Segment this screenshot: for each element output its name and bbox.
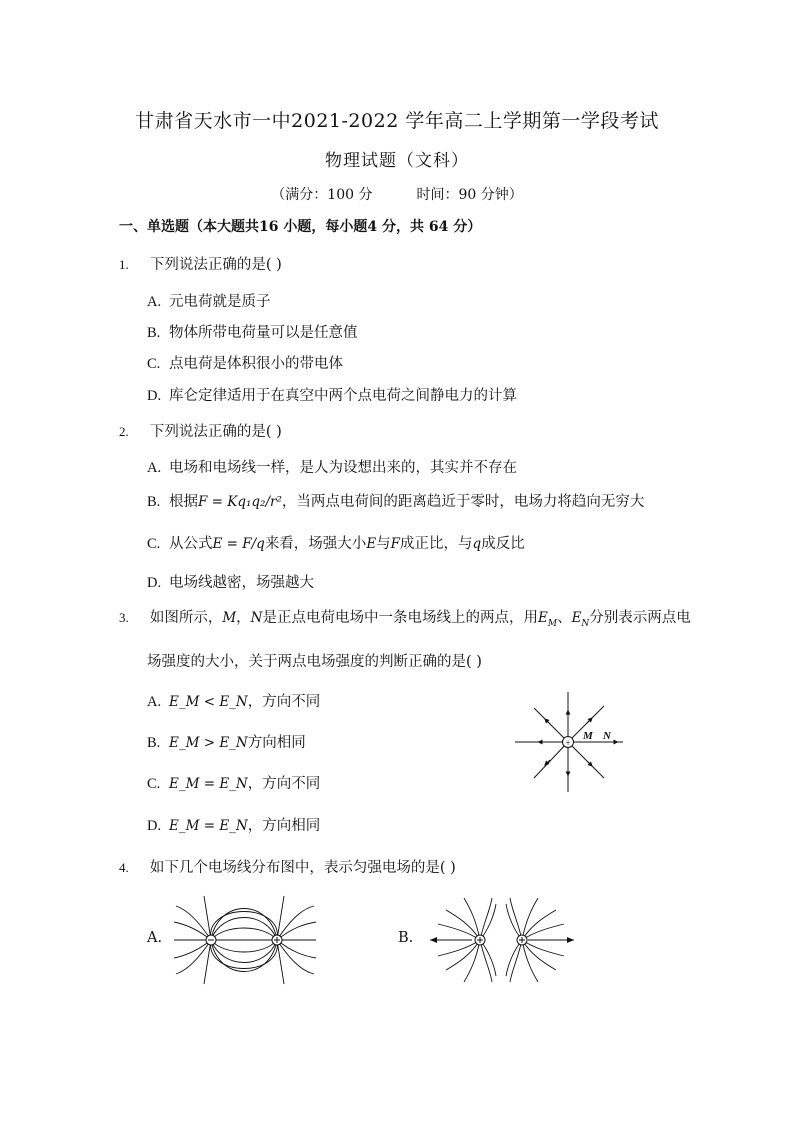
option-b-label: B. xyxy=(398,930,414,946)
option-text: 成反比 xyxy=(481,536,525,552)
option-text: 库仑定律适用于在真空中两个点电荷之间静电力的计算 xyxy=(169,388,517,404)
exam-title: 甘肃省天水市一中2021-2022 学年高二上学期第一学段考试 xyxy=(135,110,659,132)
question-text: 分别表示两点电 xyxy=(589,610,691,626)
point-charge-field-figure xyxy=(510,688,628,796)
option-letter: B. xyxy=(147,494,161,510)
question-1 xyxy=(119,253,282,274)
question-number: 1. xyxy=(119,257,129,272)
option-letter: B. xyxy=(147,735,161,751)
option-letter: A. xyxy=(147,460,162,476)
question-text: 如图所示， xyxy=(149,610,223,626)
answer-blank: ( ) xyxy=(265,424,282,440)
right-arrowhead xyxy=(567,937,574,943)
question-4 xyxy=(119,856,456,877)
option-text: 元电荷就是质子 xyxy=(169,294,271,310)
option-d xyxy=(147,571,314,592)
field-en: E xyxy=(571,610,582,626)
option-pre: 根据 xyxy=(169,494,198,510)
option-formula: E_M > E_N xyxy=(169,735,248,751)
variable-q: q xyxy=(472,536,482,552)
option-d xyxy=(147,384,517,405)
question-2 xyxy=(119,420,282,441)
field-arrows xyxy=(540,712,616,774)
option-text: 成正比，与 xyxy=(400,536,473,552)
field-lines xyxy=(430,898,574,982)
field-lines xyxy=(174,896,316,984)
option-text: 方向相同 xyxy=(247,735,306,751)
option-letter: A. xyxy=(147,694,162,710)
question-text: 下列说法正确的是 xyxy=(149,424,266,440)
left-arrowhead xyxy=(430,937,437,943)
option-text: 电场和电场线一样，是人为设想出来的，其实并不存在 xyxy=(169,460,517,476)
exam-time: 时间：90 分钟） xyxy=(416,187,523,203)
exam-subtitle: 物理试题（文科） xyxy=(325,151,469,171)
option-letter: C. xyxy=(147,536,161,552)
subscript-m: M xyxy=(547,619,558,630)
option-a xyxy=(147,290,271,311)
variable-m: M xyxy=(222,610,237,626)
option-text: 与 xyxy=(376,536,391,552)
field-em: E xyxy=(537,610,548,626)
subscript-n: N xyxy=(581,619,590,630)
variable-f: F xyxy=(390,536,401,552)
option-text: 电场线越密，场强越大 xyxy=(169,575,314,591)
option-text: ，方向相同 xyxy=(247,818,321,834)
option-text: 物体所带电荷量可以是任意值 xyxy=(169,325,358,341)
question-number: 4. xyxy=(119,860,129,875)
option-formula: E_M = E_N xyxy=(169,776,248,792)
option-a xyxy=(147,456,517,477)
option-formula: E_M = E_N xyxy=(169,818,248,834)
section-heading: 一、单选题（本大题共16 小题，每小题4 分，共 64 分） xyxy=(119,219,482,235)
option-text: ，方向不同 xyxy=(247,694,321,710)
option-b xyxy=(147,731,306,752)
question-text: ， xyxy=(236,610,251,626)
answer-blank: ( ) xyxy=(439,860,456,876)
option-letter: D. xyxy=(147,818,162,834)
option-c xyxy=(147,532,525,553)
field-formula: E = F/q xyxy=(212,536,265,552)
option-b xyxy=(147,490,644,511)
variable-n: N xyxy=(250,610,263,626)
option-post: ，当两点电荷间的距离趋近于零时，电场力将趋向无穷大 xyxy=(281,494,645,510)
question-text: 如下几个电场线分布图中，表示匀强电场的是 xyxy=(149,860,440,876)
full-score: （满分：100 分 xyxy=(271,187,373,203)
option-letter: D. xyxy=(147,575,162,591)
question-text: 是正点电荷电场中一条电场线上的两点，用 xyxy=(262,610,538,626)
label-n: N xyxy=(603,730,611,742)
question-text: 、 xyxy=(557,610,572,626)
question-3 xyxy=(119,606,691,629)
dipole-field-figure xyxy=(174,894,316,986)
plus-sign: + xyxy=(565,738,571,748)
like-charges-field-figure xyxy=(430,894,574,986)
coulomb-formula: F = Kq₁q₂/r² xyxy=(198,494,282,510)
question-number: 2. xyxy=(119,424,129,439)
option-c xyxy=(147,352,343,373)
option-d xyxy=(147,814,320,835)
option-formula: E_M < E_N xyxy=(169,694,248,710)
question-text: 下列说法正确的是 xyxy=(149,257,266,273)
option-c xyxy=(147,772,320,793)
question-number: 3. xyxy=(119,610,129,625)
option-pre: 从公式 xyxy=(169,536,213,552)
option-text: 来看，场强大小 xyxy=(264,536,367,552)
question-text: 场强度的大小，关于两点电场强度的判断正确的是 xyxy=(147,654,466,670)
option-letter: B. xyxy=(147,325,161,341)
option-letter: A. xyxy=(147,294,162,310)
option-text: 点电荷是体积很小的带电体 xyxy=(169,356,343,372)
question-3-line2 xyxy=(147,650,482,671)
option-a xyxy=(147,690,320,711)
answer-blank: ( ) xyxy=(466,654,482,670)
option-letter: C. xyxy=(147,356,161,372)
answer-blank: ( ) xyxy=(265,257,282,273)
option-letter: C. xyxy=(147,776,161,792)
option-text: ，方向不同 xyxy=(247,776,321,792)
option-a-label: A. xyxy=(147,930,163,946)
option-b xyxy=(147,321,358,342)
exam-info xyxy=(0,184,794,204)
option-letter: D. xyxy=(147,388,162,404)
label-m: M xyxy=(583,730,593,742)
variable-e: E xyxy=(366,536,377,552)
